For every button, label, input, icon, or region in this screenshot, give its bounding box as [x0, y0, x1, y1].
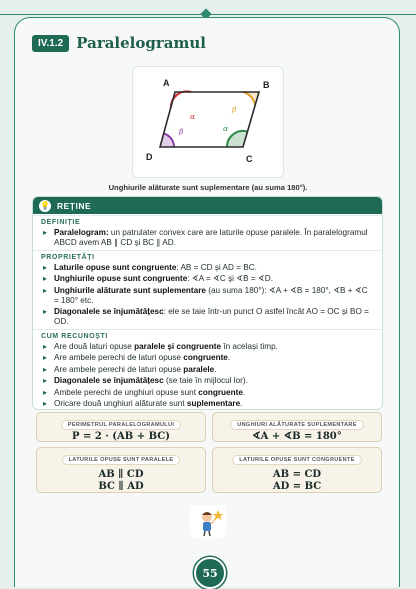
- definition-list: [33, 228, 382, 248]
- parallelogram-diagram: [133, 67, 283, 177]
- page-title: Paralelogramul: [76, 34, 206, 52]
- mascot-illustration: [190, 505, 226, 537]
- congruent-sides-box: [212, 447, 382, 493]
- box-label: PERIMETRUL PARALELOGRAMULUI: [61, 420, 181, 430]
- box-label: LATURILE OPUSE SUNT PARALELE: [62, 455, 181, 465]
- recognize-heading: CUM RECUNOȘTI: [33, 329, 382, 342]
- angle-d-symbol: β: [179, 127, 184, 136]
- retine-header: [33, 197, 382, 214]
- box-label: LATURILE OPUSE SUNT CONGRUENTE: [232, 455, 362, 465]
- list-item: ▸ Paralelogram: un patrulater convex care are laturile opuse paralele. În paralelogramul ABCD avem AB ∥ CD și BC ∥ AD.: [43, 228, 374, 248]
- formula-line: AB ∥ CD: [98, 469, 144, 480]
- angle-c-symbol: α: [223, 124, 229, 133]
- properties-heading: PROPRIETĂȚI: [33, 250, 382, 263]
- formula-line: AD = BC: [272, 481, 322, 492]
- formula-line: P = 2 · (AB + BC): [72, 431, 170, 442]
- list-item: ▸ Ambele perechi de unghiuri opuse sunt congruente.: [43, 388, 374, 398]
- retine-title: REȚINE: [57, 200, 92, 211]
- section-header: [32, 34, 206, 52]
- vertex-a-label: A: [163, 78, 170, 88]
- list-item: ▸ Diagonalele se înjumătățesc: ele se taie într-un punct O astfel încât AO = OC și BO = OD.: [43, 307, 374, 327]
- parallel-sides-box: [36, 447, 206, 493]
- list-item: ▸ Oricare două unghiuri alăturate sunt suplementare.: [43, 399, 374, 409]
- list-item: ▸ Diagonalele se înjumătățesc (se taie în mijlocul lor).: [43, 376, 374, 386]
- vertex-d-label: D: [146, 152, 153, 162]
- angle-a-symbol: α: [190, 112, 196, 121]
- list-item: ▸ Laturile opuse sunt congruente: AB = CD și AD = BC.: [43, 263, 374, 273]
- supplementary-formula-box: [212, 412, 382, 442]
- recognize-list: [33, 342, 382, 410]
- section-tag: IV.1.2: [32, 35, 69, 52]
- properties-list: [33, 263, 382, 328]
- formula-line: BC ∥ AD: [98, 481, 144, 492]
- list-item: ▸ Are două laturi opuse paralele și congruente în același timp.: [43, 342, 374, 352]
- figure-caption: Unghiurile alăturate sunt suplementare (au suma 180°).: [108, 183, 308, 192]
- angle-b-symbol: β: [232, 105, 237, 114]
- vertex-c-label: C: [246, 154, 253, 164]
- list-item: ▸ Are ambele perechi de laturi opuse congruente.: [43, 353, 374, 363]
- vertex-b-label: B: [263, 80, 270, 90]
- formula-line: ∢A + ∢B = 180°: [252, 431, 342, 442]
- box-label: UNGHIURI ALĂTURATE SUPLEMENTARE: [230, 420, 364, 430]
- retine-panel: [32, 196, 383, 410]
- formula-line: AB = CD: [272, 469, 322, 480]
- kid-with-star-icon: [190, 505, 226, 537]
- perimeter-formula-box: [36, 412, 206, 442]
- list-item: ▸ Unghiurile alăturate sunt suplementare (au suma 180°): ∢A + ∢B = 180°, ∢B + ∢C = 180° etc.: [43, 286, 374, 306]
- list-item: ▸ Unghiurile opuse sunt congruente: ∢A = ∢C și ∢B = ∢D.: [43, 274, 374, 284]
- page-number-badge: 55: [194, 557, 226, 589]
- lightbulb-icon: 💡: [40, 201, 50, 210]
- list-item: ▸ Are ambele perechi de laturi opuse paralele.: [43, 365, 374, 375]
- definition-heading: DEFINIȚIE: [33, 215, 382, 228]
- parallelogram-figure: [132, 66, 284, 178]
